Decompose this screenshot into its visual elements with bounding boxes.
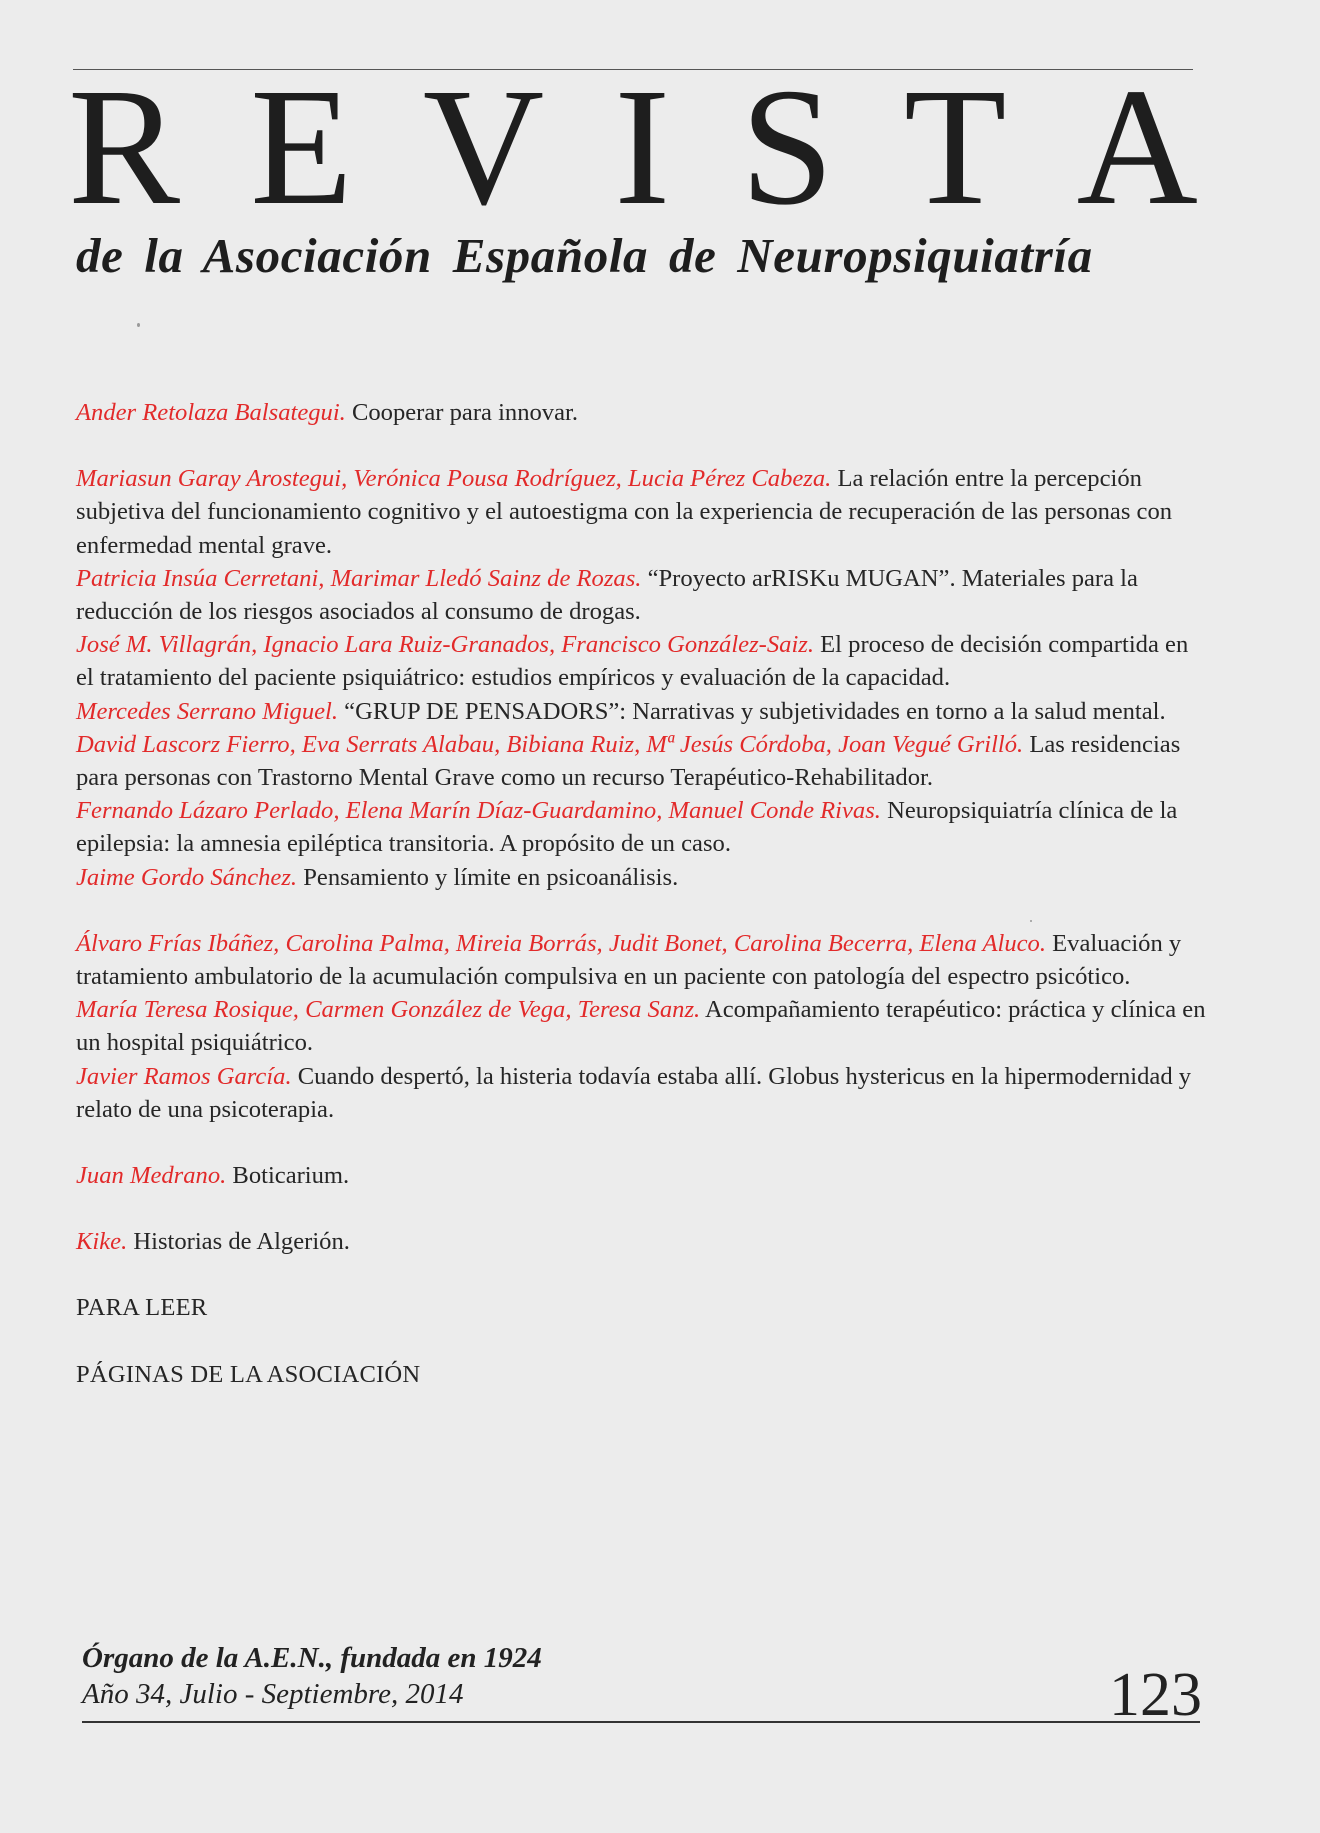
toc-entry[interactable] (76, 396, 1206, 429)
toc-authors: Fernando Lázaro Perlado, Elena Marín Díaz-Guardamino, Manuel Conde Rivas. (76, 797, 881, 825)
cover-footer (82, 1640, 1202, 1729)
organ-line: Órgano de la A.E.N., fundada en 1924 (82, 1642, 542, 1674)
toc-entry[interactable] (76, 728, 1206, 794)
masthead-letter: I (614, 54, 671, 240)
masthead-letter: R (68, 54, 181, 240)
toc-entry[interactable] (76, 462, 1206, 562)
toc-title: Cooperar para innovar. (345, 399, 578, 426)
toc-title: Boticarium. (226, 1162, 350, 1190)
section-para-leer[interactable]: PARA LEER (76, 1294, 208, 1322)
toc-entry[interactable] (76, 1159, 1206, 1192)
masthead-letter: E (250, 54, 353, 240)
masthead-letter: S (740, 54, 834, 240)
toc-title: “GRUP DE PENSADORS”: Narrativas y subjetividades en torno a la salud mental. (338, 697, 1166, 725)
toc-title: Acompañamiento terapéutico: práctica y clínica en un hospital psiquiátrico. (76, 996, 1206, 1057)
bottom-rule (82, 1721, 1200, 1723)
toc-title: Cuando despertó, la histeria todavía estaba allí. Globus hystericus en la hipermodernidad y relato de una psicoterapia. (76, 1062, 1192, 1123)
masthead-letter: T (903, 54, 1007, 240)
masthead-letter: A (1076, 54, 1198, 240)
toc-authors: Mercedes Serrano Miguel. (76, 697, 339, 725)
toc-title: “Proyecto arRISKu MUGAN”. Materiales para la reducción de los riesgos asociados al consumo de drogas. (76, 564, 1138, 626)
masthead-letter: V (422, 54, 545, 240)
toc-authors: Mariasun Garay Arostegui, Verónica Pousa Rodríguez, Lucia Pérez Cabeza. (76, 465, 832, 493)
toc-entry[interactable] (76, 695, 1206, 728)
toc-title: Neuropsiquiatría clínica de la epilepsia: la amnesia epiléptica transitoria. A propósito de un caso. (76, 797, 1178, 858)
toc-title: Evaluación y tratamiento ambulatorio de la acumulación compulsiva en un paciente con patología del espectro psicótico. (76, 929, 1182, 991)
issue-number: 123 (1109, 1661, 1202, 1729)
issue-date: Año 34, Julio - Septiembre, 2014 (82, 1678, 464, 1710)
toc-authors: Álvaro Frías Ibáñez, Carolina Palma, Mireia Borrás, Judit Bonet, Carolina Becerra, Elena Aluco. (76, 929, 1046, 957)
table-of-contents (76, 396, 1206, 1391)
toc-title: Pensamiento y límite en psicoanálisis. (297, 863, 679, 891)
toc-entry[interactable] (76, 861, 1206, 894)
toc-authors: Ander Retolaza Balsategui. (76, 399, 346, 426)
toc-entry[interactable] (76, 927, 1206, 993)
toc-entry[interactable] (76, 628, 1206, 694)
toc-authors: Kike. (76, 1228, 128, 1256)
toc-authors: Javier Ramos García. (76, 1062, 292, 1090)
toc-title: El proceso de decisión compartida en el tratamiento del paciente psiquiátrico: estudios empíricos y evaluación de la capacidad. (76, 631, 1189, 692)
section-paginas-asociacion[interactable]: PÁGINAS DE LA ASOCIACIÓN (76, 1360, 421, 1388)
paper-speck (137, 323, 140, 327)
toc-title: Las residencias para personas con Trastorno Mental Grave como un recurso Terapéutico-Rehabilitador. (76, 730, 1181, 792)
toc-title: Historias de Algerión. (127, 1228, 350, 1256)
toc-authors: Juan Medrano. (76, 1162, 227, 1190)
toc-entry[interactable] (76, 1060, 1206, 1126)
toc-authors: Patricia Insúa Cerretani, Marimar Lledó Sainz de Rozas. (76, 564, 642, 592)
toc-authors: David Lascorz Fierro, Eva Serrats Alabau, Bibiana Ruiz, Mª Jesús Córdoba, Joan Vegué Grilló. (76, 730, 1024, 758)
masthead-title (68, 54, 1198, 240)
toc-entry[interactable] (76, 993, 1206, 1059)
toc-authors: Jaime Gordo Sánchez. (76, 863, 298, 891)
toc-entry[interactable] (76, 562, 1206, 628)
toc-title: La relación entre la percepción subjetiva del funcionamiento cognitivo y el autoestigma con la experiencia de recuperación de las personas con enfermedad mental grave. (76, 465, 1173, 559)
masthead-subtitle: de la Asociación Española de Neuropsiquiatría (76, 228, 1093, 283)
toc-entry[interactable] (76, 794, 1206, 860)
toc-entry[interactable] (76, 1225, 1206, 1258)
toc-authors: José M. Villagrán, Ignacio Lara Ruiz-Granados, Francisco González-Saiz. (76, 631, 814, 659)
toc-authors: María Teresa Rosique, Carmen González de Vega, Teresa Sanz. (76, 996, 701, 1024)
